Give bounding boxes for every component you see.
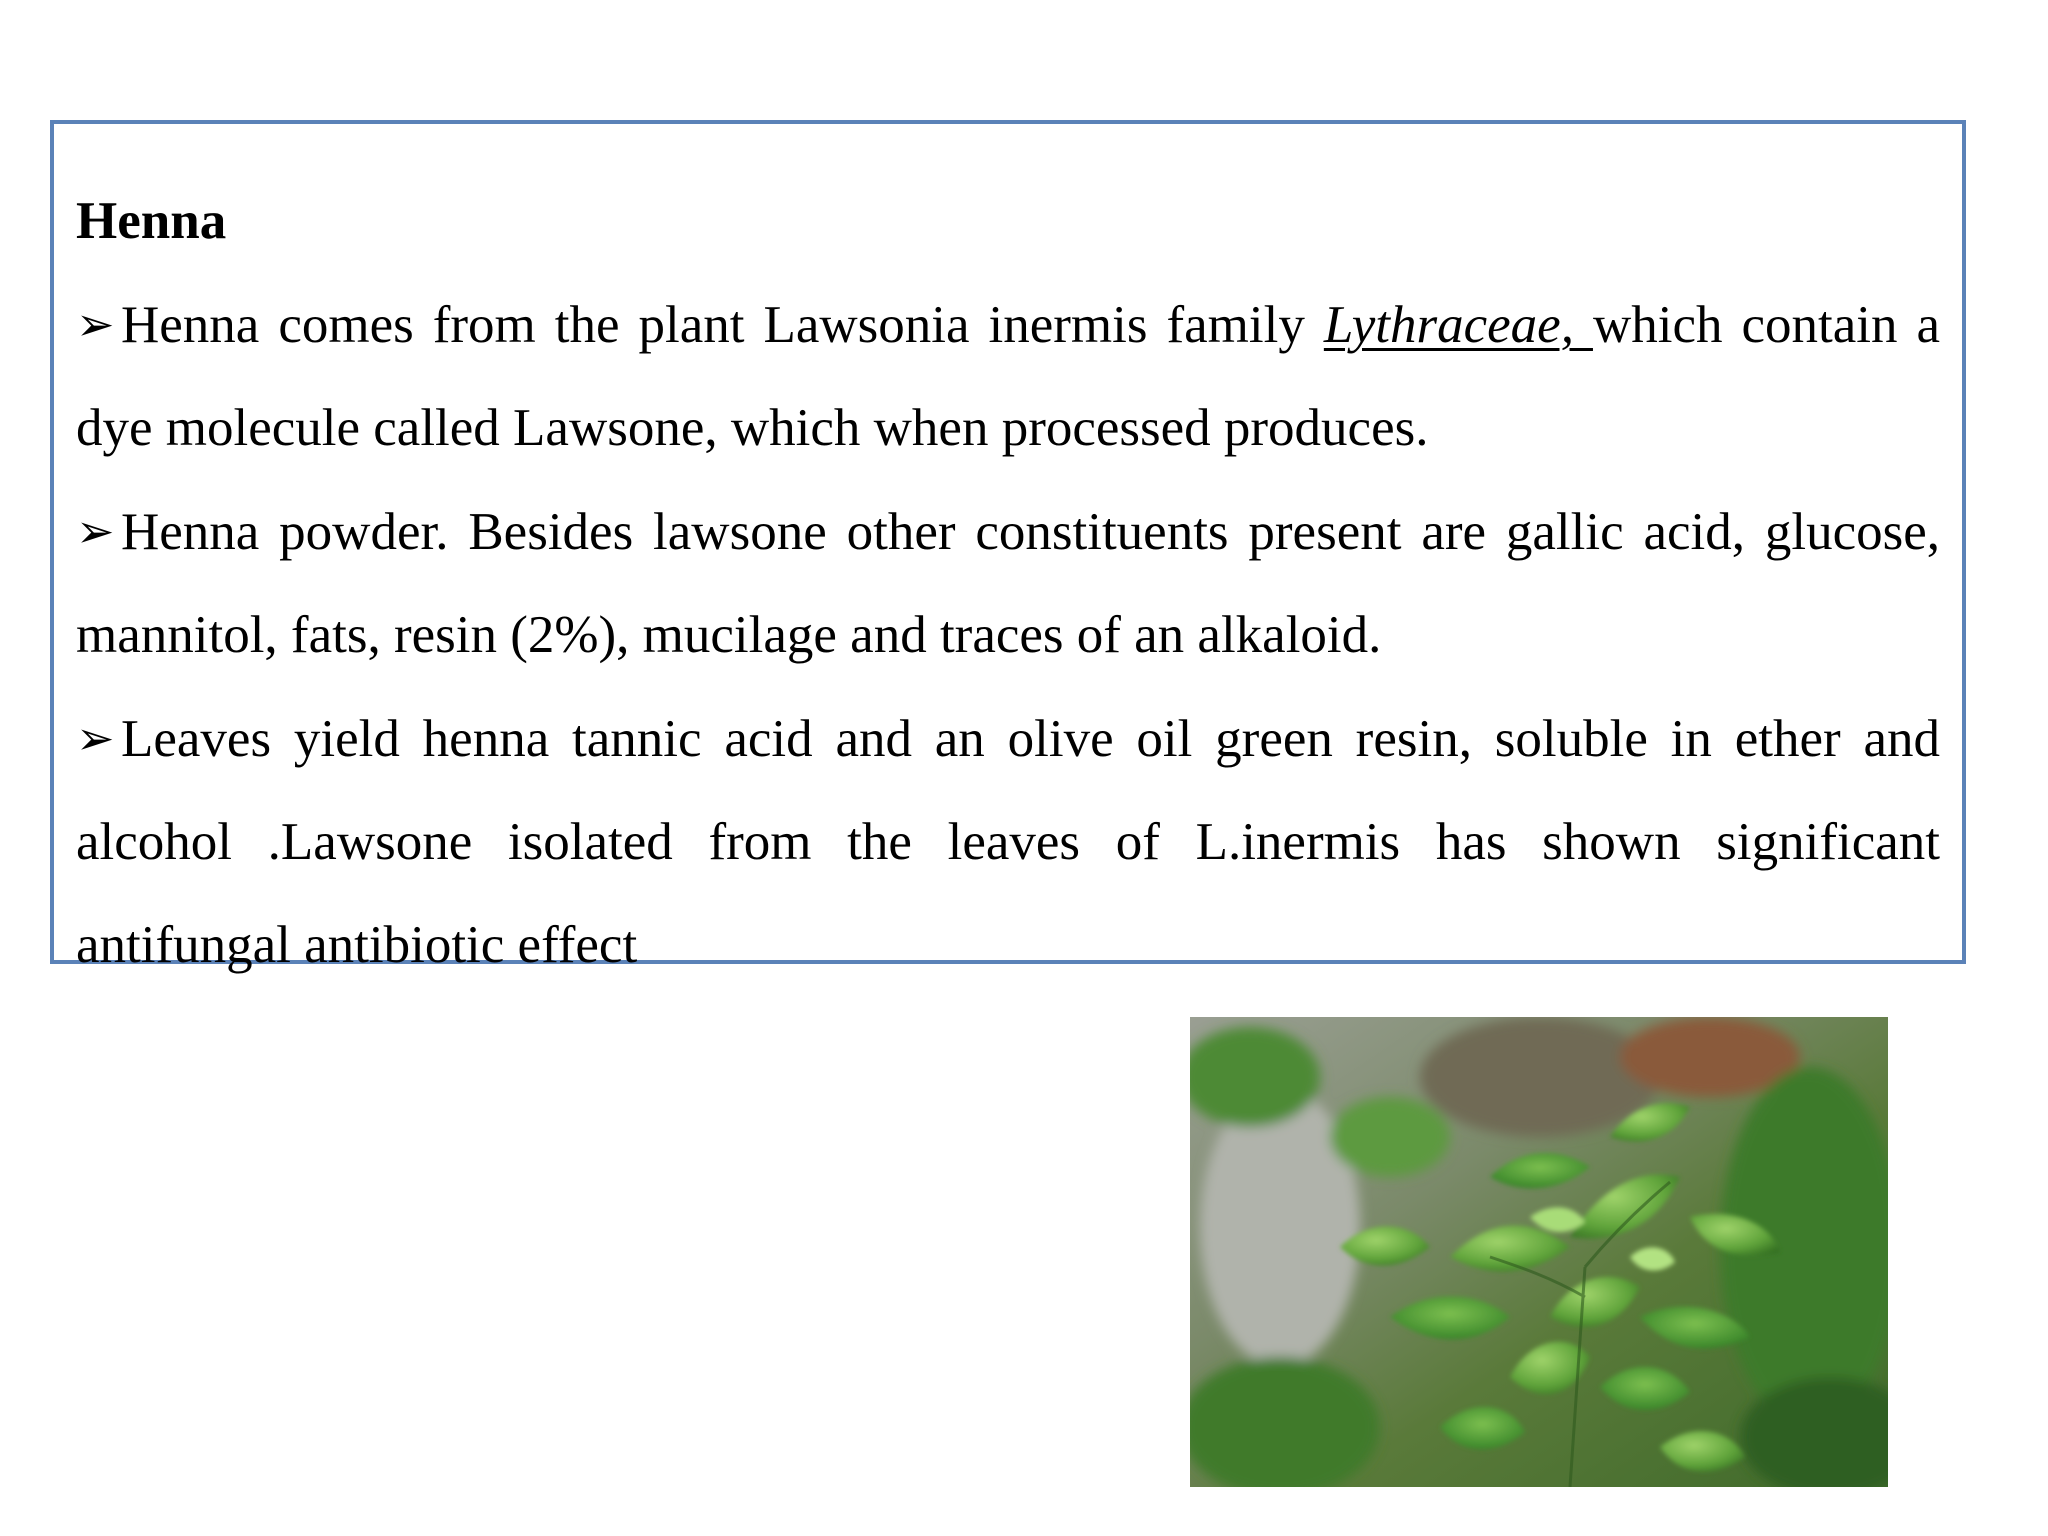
arrowhead-bullet-icon: ➢ — [76, 711, 115, 765]
henna-plant-photo — [1190, 1017, 1888, 1487]
family-name-emphasis: Lythraceae, — [1323, 296, 1593, 354]
arrowhead-bullet-icon: ➢ — [76, 504, 115, 558]
text-box — [50, 120, 1966, 974]
bullet-1-text-after: which contain a dye molecule called Lawsone, which when processed produces. — [76, 296, 1941, 457]
bullet-3 — [76, 687, 1940, 997]
bullet-1 — [76, 273, 1940, 480]
arrowhead-bullet-icon: ➢ — [76, 297, 115, 351]
bullet-2 — [76, 480, 1940, 687]
bullet-3-text: Leaves yield henna tannic acid and an olive oil green resin, soluble in ether and alcohol .Lawsone isolated from the leaves of L.inermis has shown significant antifungal antibiotic effect — [76, 710, 1940, 974]
bullet-2-text: Henna powder. Besides lawsone other constituents present are gallic acid, glucose, mannitol, fats, resin (2%), mucilage and traces of an alkaloid. — [76, 503, 1940, 664]
slide-heading: Henna — [76, 192, 227, 250]
bullet-1-text-before: Henna comes from the plant Lawsonia inermis family — [121, 296, 1324, 354]
